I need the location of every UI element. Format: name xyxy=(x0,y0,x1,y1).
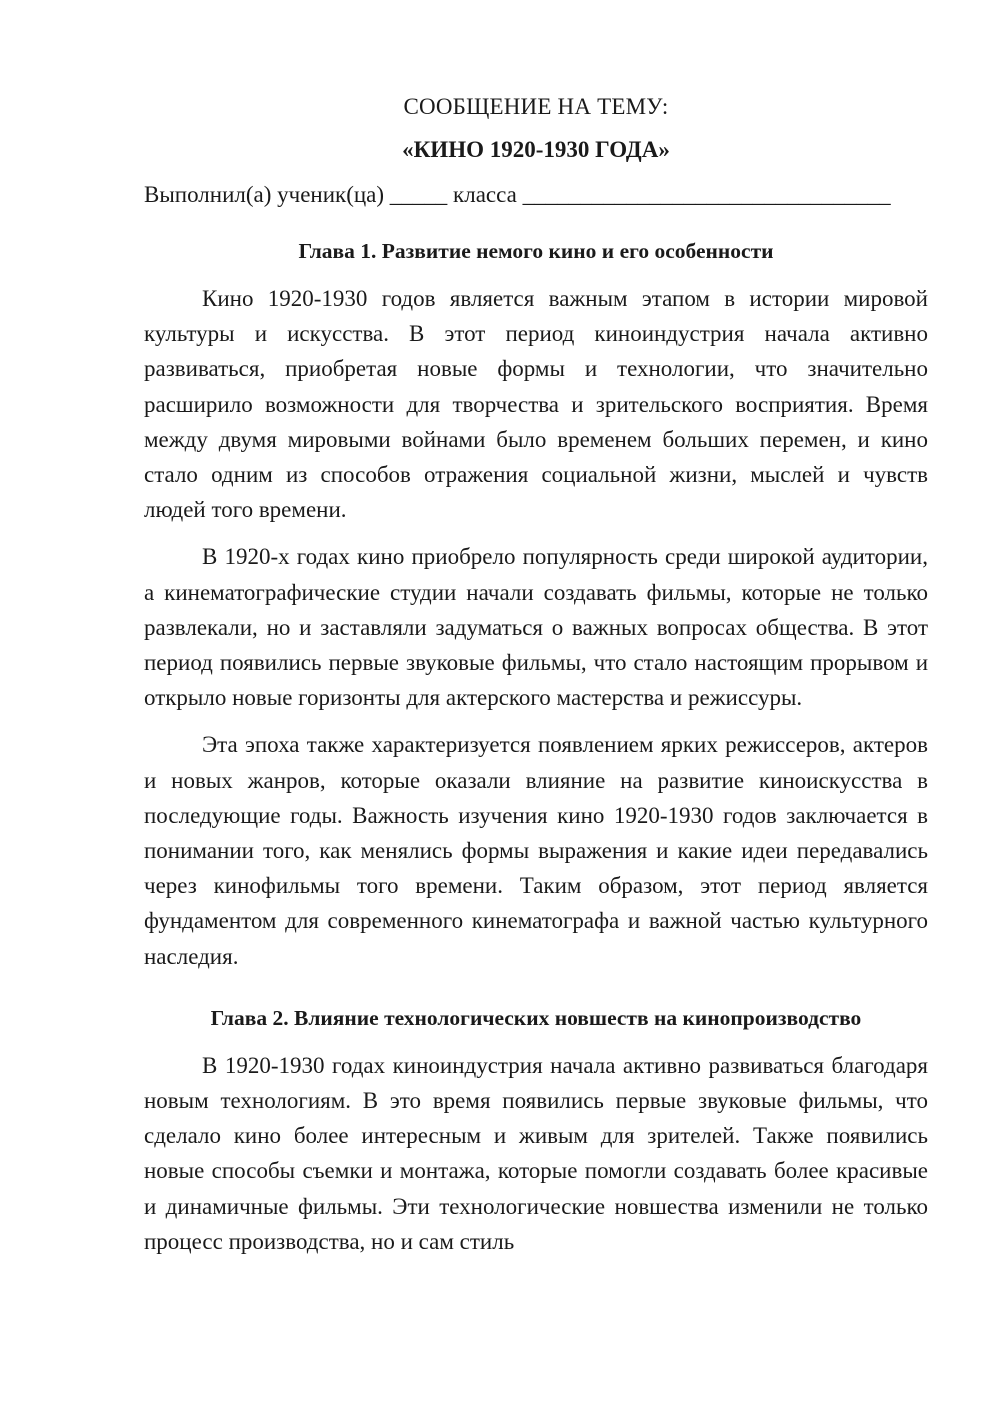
chapter-1-paragraph: Кино 1920-1930 годов является важным этапом в истории мировой культуры и искусства. В этот период киноиндустрия начала активно развиваться, приобретая новые формы и технологии, что значительно расширило возможности для творчества и зрительского восприятия. Время между двумя мировыми войнами было временем больших перемен, и кино стало одним из способов отражения социальной жизни, мыслей и чувств людей того времени. xyxy=(144,286,928,523)
chapter-1-heading: Глава 1. Развитие немого кино и его особенности xyxy=(298,239,774,263)
document-subtitle: «КИНО 1920-1930 ГОДА» xyxy=(402,137,670,162)
document-title: СООБЩЕНИЕ НА ТЕМУ: xyxy=(403,94,669,119)
chapter-2-paragraph: В 1920-1930 годах киноиндустрия начала активно развиваться благодаря новым технологиям. В это время появились первые звуковые фильмы, что сделало кино более интересным и живым для зрителей. Также появились новые способы съемки и монтажа, которые помогли создавать более красивые и динамичные фильмы. Эти технологические новшества изменили не только процесс производства, но и сам стиль xyxy=(144,1052,928,1254)
student-info-line: Выполнил(а) ученик(ца) _____ класса ________________________________ xyxy=(144,182,891,207)
chapter-1-paragraph: Эта эпоха также характеризуется появлением ярких режиссеров, актеров и новых жанров, которые оказали влияние на развитие киноискусства в последующие годы. Важность изучения кино 1920-1930 годов заключается в понимании того, как менялись формы выражения и какие идеи передавались через кинофильмы того времени. Таким образом, этот период является фундаментом для современного кинематографа и важной частью культурного наследия. xyxy=(144,732,928,969)
document-body xyxy=(144,90,928,1259)
chapter-2-heading: Глава 2. Влияние технологических новшеств на кинопроизводство xyxy=(210,1005,862,1030)
chapter-1-paragraph: В 1920-х годах кино приобрело популярность среди широкой аудитории, а кинематографические студии начали создавать фильмы, которые не только развлекали, но и заставляли задуматься о важных вопросах общества. В этот период появились первые звуковые фильмы, что стало настоящим прорывом и открыло новые горизонты для актерского мастерства и режиссуры. xyxy=(144,544,928,711)
